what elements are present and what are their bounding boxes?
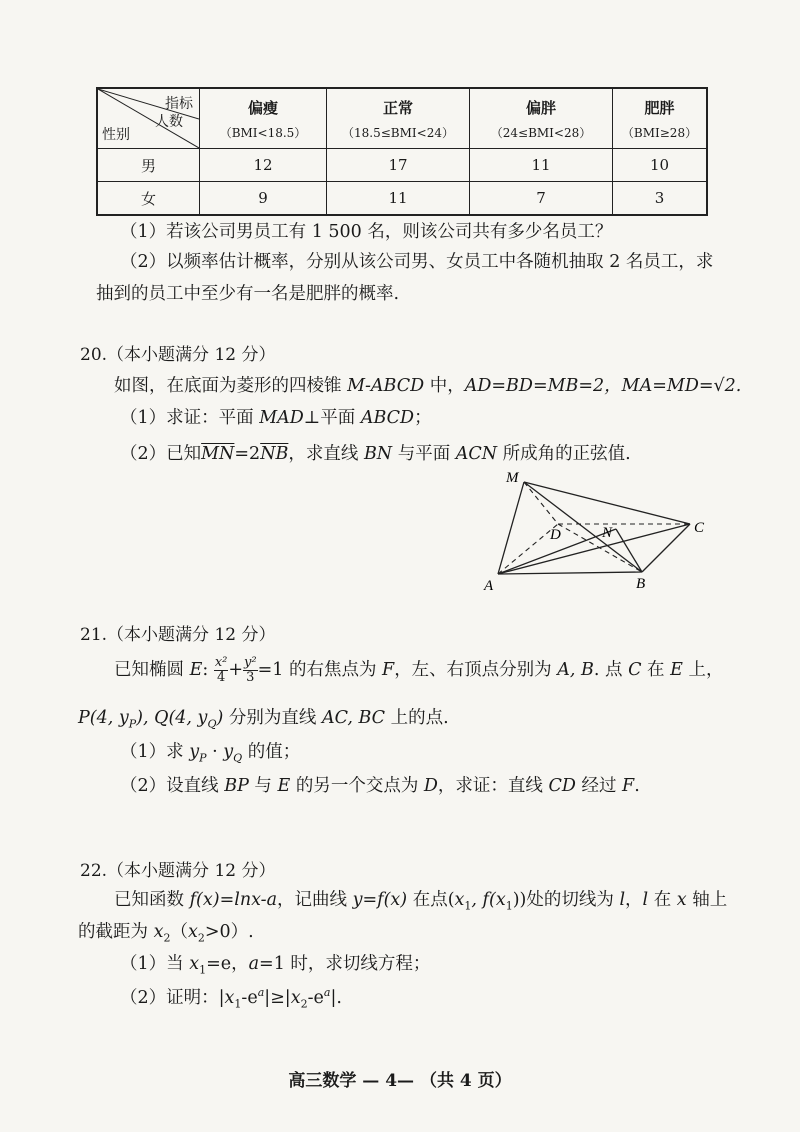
- row-label-male: 男: [97, 149, 200, 182]
- column-header-overweight: 偏胖 （24≤BMI<28）: [470, 88, 613, 149]
- table-header-row: [97, 88, 707, 149]
- q19-part2-line2: 抽到的员工中至少有一名是肥胖的概率.: [96, 284, 400, 304]
- q21-statement-line2: P(4, $y_P$), Q(4, $y_Q$) 分别为直线 AC, BC 上的点.: [78, 708, 449, 731]
- q22-part2: （2）证明：$|x_1-e^a|\ge|x_2-e^a|$.: [120, 986, 342, 1011]
- vertex-label-d: D: [550, 527, 561, 543]
- table-row: [97, 182, 707, 216]
- page-footer: 高三数学 — 4— （共 4 页）: [288, 1071, 512, 1091]
- q20-part2: （2）已知$\overline{MN}=2\overline{NB}$，求直线 BN 与平面 ACN 所成角的正弦值.: [120, 444, 631, 464]
- table-cell: 9: [200, 182, 327, 216]
- q19-part1: （1）若该公司男员工有 1 500 名，则该公司共有多少名员工？: [120, 222, 613, 242]
- table-cell: 12: [200, 149, 327, 182]
- table-corner-cell: [97, 88, 200, 149]
- q20-statement: 如图，在底面为菱形的四棱锥 M-ABCD 中，AD=BD=MB=2，MA=MD=√2.: [114, 376, 742, 396]
- corner-label-count: 人数: [155, 114, 183, 130]
- pyramid-figure: [480, 462, 720, 602]
- corner-label-index: 指标: [165, 96, 193, 112]
- bmi-table: [96, 87, 708, 216]
- column-header-normal: 正常 （18.5≤BMI<24）: [327, 88, 470, 149]
- q21-heading: 21.（本小题满分 12 分）: [80, 625, 276, 645]
- q21-statement-line1: 已知椭圆 E: $\frac{\text{x²}}{4}$ + $\frac{\text{y²}}{3}$ =1 的右焦点为 F，左、右顶点分别为 A, B. 点 C 在 E 上，: [114, 655, 724, 685]
- vertex-label-a: A: [484, 578, 494, 594]
- vertex-label-c: C: [694, 520, 705, 536]
- corner-label-gender: 性别: [102, 127, 130, 143]
- vector-nb: $\overline{NB}$: [260, 444, 289, 464]
- table-cell: 7: [470, 182, 613, 216]
- table-cell: 3: [613, 182, 708, 216]
- table-cell: 10: [613, 149, 708, 182]
- vertex-label-m: M: [506, 470, 519, 486]
- q22-statement-line1: 已知函数 f(x)=lnx-a，记曲线 y=f(x) 在点($x_1$, $f(x_1)$)处的切线为 l，l 在 x 轴上: [114, 890, 728, 913]
- table-cell: 17: [327, 149, 470, 182]
- column-header-underweight: 偏瘦 （BMI<18.5）: [200, 88, 327, 149]
- q22-statement-line2: 的截距为 $x_2(x_2>0)$.: [78, 922, 254, 945]
- q20-part1: （1）求证：平面 MAD⊥平面 ABCD；: [120, 408, 432, 428]
- vector-mn: $\overline{MN}$: [201, 444, 235, 464]
- row-label-female: 女: [97, 182, 200, 216]
- point-label-n: N: [602, 525, 613, 541]
- q20-heading: 20.（本小题满分 12 分）: [80, 345, 276, 365]
- table-row: [97, 149, 707, 182]
- q19-part2-line1: （2）以频率估计概率，分别从该公司男、女员工中各随机抽取 2 名员工，求: [120, 252, 714, 272]
- q22-part1: （1）当 $x_1=e$，a=1 时，求切线方程；: [120, 954, 431, 977]
- table-cell: 11: [470, 149, 613, 182]
- q22-heading: 22.（本小题满分 12 分）: [80, 861, 276, 881]
- vertex-label-b: B: [636, 576, 646, 592]
- q21-part2: （2）设直线 BP 与 E 的另一个交点为 D，求证：直线 CD 经过 F.: [120, 776, 640, 796]
- column-header-obese: 肥胖 （BMI≥28）: [613, 88, 708, 149]
- fraction-x2-over-4: $\frac{\text{x²}}{4}$: [214, 655, 228, 685]
- q21-part1: （1）求 $y_P \cdot y_Q$ 的值；: [120, 742, 301, 765]
- fraction-y2-over-3: $\frac{\text{y²}}{3}$: [244, 655, 257, 685]
- table-cell: 11: [327, 182, 470, 216]
